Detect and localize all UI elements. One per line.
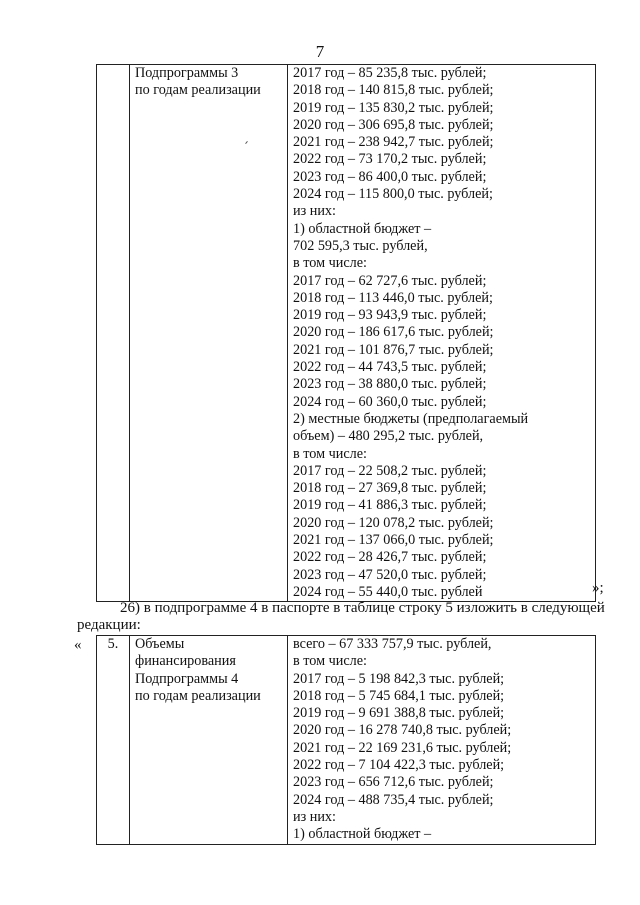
value-line: всего – 67 333 757,9 тыс. рублей, bbox=[293, 636, 492, 652]
value-line: 2019 год – 135 830,2 тыс. рублей; bbox=[293, 99, 494, 116]
value-line: 2017 год – 5 198 842,3 тыс. рублей; bbox=[293, 670, 505, 687]
row-number-cell bbox=[97, 65, 130, 602]
value-line: в том числе: bbox=[293, 653, 367, 670]
values-cell bbox=[288, 65, 596, 602]
paragraph-line: редакции: bbox=[77, 617, 141, 633]
values-list bbox=[293, 636, 595, 844]
value-line: из них: bbox=[293, 203, 336, 220]
value-line: 2020 год – 186 617,6 тыс. рублей; bbox=[293, 324, 494, 341]
row-number: 5. bbox=[107, 636, 119, 652]
row-number-cell bbox=[97, 636, 130, 845]
value-line: 2023 год – 38 880,0 тыс. рублей; bbox=[293, 376, 487, 393]
label-cell bbox=[130, 636, 288, 845]
value-line: объем) – 480 295,2 тыс. рублей, bbox=[293, 428, 484, 445]
value-line: 2021 год – 238 942,7 тыс. рублей; bbox=[293, 134, 494, 151]
opening-quote: « bbox=[74, 637, 82, 653]
value-line: 2) местные бюджеты (предполагаемый bbox=[293, 410, 529, 427]
value-line: 2024 год – 55 440,0 тыс. рублей bbox=[293, 583, 483, 600]
closing-quote: »; bbox=[592, 580, 604, 596]
value-line: в том числе: bbox=[293, 255, 367, 272]
label-line: Подпрограммы 3 bbox=[135, 65, 239, 81]
table-row bbox=[97, 65, 596, 602]
value-line: 2022 год – 7 104 422,3 тыс. рублей; bbox=[293, 757, 505, 774]
value-line: 2021 год – 101 876,7 тыс. рублей; bbox=[293, 341, 494, 358]
value-line: 2019 год – 41 886,3 тыс. рублей; bbox=[293, 497, 487, 514]
value-line: 2018 год – 140 815,8 тыс. рублей; bbox=[293, 82, 494, 99]
value-line: 2022 год – 44 743,5 тыс. рублей; bbox=[293, 359, 487, 376]
funding-table-subprogram-3 bbox=[96, 64, 596, 602]
value-line: 2022 год – 28 426,7 тыс. рублей; bbox=[293, 549, 487, 566]
value-line: 2021 год – 137 066,0 тыс. рублей; bbox=[293, 532, 494, 549]
values-list bbox=[293, 65, 595, 601]
value-line: 2018 год – 113 446,0 тыс. рублей; bbox=[293, 289, 493, 306]
amendment-paragraph bbox=[77, 600, 620, 634]
value-line: 2017 год – 22 508,2 тыс. рублей; bbox=[293, 462, 487, 479]
value-line: 2024 год – 60 360,0 тыс. рублей; bbox=[293, 393, 487, 410]
value-line: 2021 год – 22 169 231,6 тыс. рублей; bbox=[293, 739, 512, 756]
value-line: 702 595,3 тыс. рублей, bbox=[293, 237, 428, 254]
value-line: 2024 год – 488 735,4 тыс. рублей; bbox=[293, 791, 494, 808]
value-line: 2023 год – 47 520,0 тыс. рублей; bbox=[293, 566, 487, 583]
value-line: 2020 год – 120 078,2 тыс. рублей; bbox=[293, 514, 494, 531]
funding-table-subprogram-4 bbox=[96, 635, 596, 845]
label-line: Подпрограммы 4 bbox=[135, 670, 239, 687]
value-line: в том числе: bbox=[293, 445, 367, 462]
paragraph-line: 26) в подпрограмме 4 в паспорте в таблице строку 5 изложить в следующей bbox=[120, 600, 605, 616]
value-line: 2023 год – 656 712,6 тыс. рублей; bbox=[293, 774, 494, 791]
value-line: 2019 год – 9 691 388,8 тыс. рублей; bbox=[293, 705, 505, 722]
value-line: 2019 год – 93 943,9 тыс. рублей; bbox=[293, 307, 487, 324]
page-number: 7 bbox=[315, 42, 325, 61]
value-line: из них: bbox=[293, 808, 336, 825]
value-line: 2020 год – 16 278 740,8 тыс. рублей; bbox=[293, 722, 512, 739]
value-line: 2022 год – 73 170,2 тыс. рублей; bbox=[293, 151, 487, 168]
value-line: 2020 год – 306 695,8 тыс. рублей; bbox=[293, 116, 494, 133]
table-row bbox=[97, 636, 596, 845]
label-line: финансирования bbox=[135, 653, 236, 670]
label-line: по годам реализации bbox=[135, 687, 261, 704]
value-line: 2018 год – 5 745 684,1 тыс. рублей; bbox=[293, 687, 505, 704]
label-cell bbox=[130, 65, 288, 602]
label-line: Объемы bbox=[135, 636, 185, 652]
value-line: 2017 год – 62 727,6 тыс. рублей; bbox=[293, 272, 487, 289]
value-line: 2018 год – 27 369,8 тыс. рублей; bbox=[293, 480, 487, 497]
value-line: 2023 год – 86 400,0 тыс. рублей; bbox=[293, 168, 487, 185]
value-line: 2024 год – 115 800,0 тыс. рублей; bbox=[293, 186, 493, 203]
label-line: по годам реализации bbox=[135, 82, 261, 99]
value-line: 2017 год – 85 235,8 тыс. рублей; bbox=[293, 65, 487, 81]
values-cell bbox=[288, 636, 596, 845]
value-line: 1) областной бюджет – bbox=[293, 220, 432, 237]
value-line: 1) областной бюджет – bbox=[293, 826, 432, 843]
